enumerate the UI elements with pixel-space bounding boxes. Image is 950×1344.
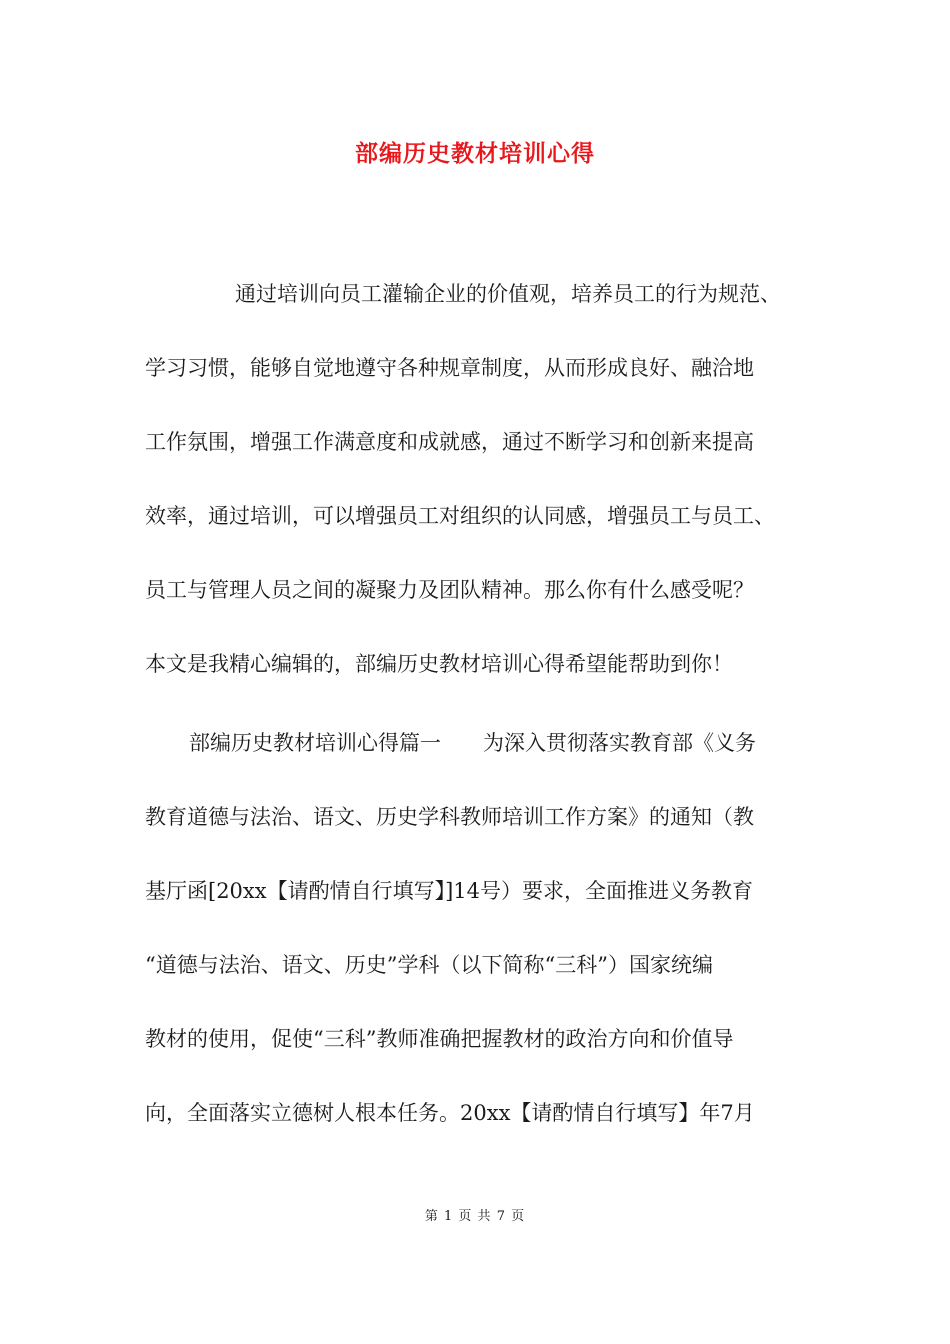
body-line-8: 教育道德与法治、语文、历史学科教师培训工作方案》的通知（教 [145,805,754,829]
body-line-9: 基厅函[20xx【请酌情自行填写】]14号）要求，全面推进义务教育 [145,879,754,903]
body-line-11: 教材的使用，促使“三科”教师准确把握教材的政治方向和价值导 [145,1027,734,1051]
body-line-2: 学习习惯，能够自觉地遵守各种规章制度，从而形成良好、融洽地 [145,356,754,380]
body-line-3: 工作氛围，增强工作满意度和成就感，通过不断学习和创新来提高 [145,430,754,454]
body-line-5: 员工与管理人员之间的凝聚力及团队精神。那么你有什么感受呢？ [145,578,754,602]
document-title: 部编历史教材培训心得 [355,140,595,167]
body-line-1: 通过培训向员工灌输企业的价值观，培养员工的行为规范、 [235,282,781,306]
section-heading-line: 部编历史教材培训心得篇一 为深入贯彻落实教育部《义务 [189,731,756,755]
body-line-12: 向，全面落实立德树人根本任务。20xx【请酌情自行填写】年7月 [145,1101,755,1125]
body-line-6: 本文是我精心编辑的，部编历史教材培训心得希望能帮助到你！ [145,652,733,676]
body-line-10: “道德与法治、语文、历史”学科（以下简称“三科”）国家统编 [145,953,713,977]
body-line-4: 效率，通过培训，可以增强员工对组织的认同感，增强员工与员工、 [145,504,775,528]
page-number-footer: 第 1 页 共 7 页 [424,1209,526,1224]
